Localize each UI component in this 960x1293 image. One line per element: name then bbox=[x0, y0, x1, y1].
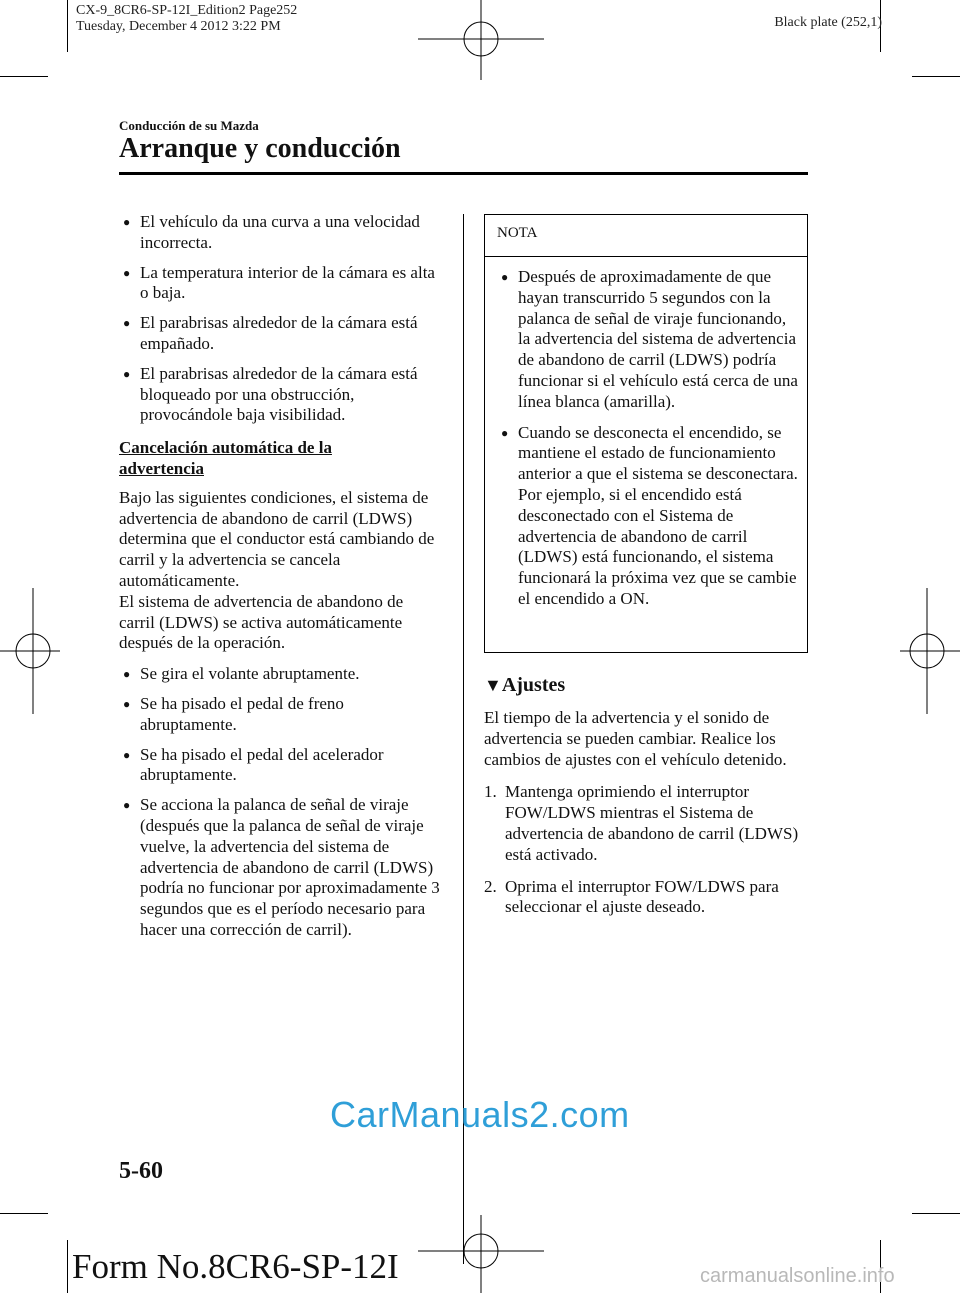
registration-mark-icon bbox=[900, 588, 960, 714]
site-watermark: carmanualsonline.info bbox=[700, 1265, 895, 1287]
crop-mark bbox=[67, 1240, 68, 1293]
step-number: 1. bbox=[484, 782, 497, 802]
crop-mark bbox=[912, 76, 960, 77]
list-item bbox=[484, 782, 806, 865]
list-item: ● Se gira el volante abruptamente. bbox=[123, 664, 360, 684]
step-number: 2. bbox=[484, 876, 497, 896]
right-text bbox=[484, 708, 806, 929]
bullet-icon: ● bbox=[501, 425, 509, 440]
note-body bbox=[485, 257, 807, 610]
bullet-icon: ● bbox=[123, 265, 131, 280]
left-column bbox=[119, 212, 443, 950]
page-title: Arranque y conducción bbox=[119, 133, 401, 164]
note-box bbox=[484, 214, 808, 653]
bullet-icon: ● bbox=[123, 215, 131, 229]
bullet-icon: ● bbox=[123, 316, 131, 331]
list-item: ● El vehículo da una curva a una velocidad incorrecta. bbox=[123, 212, 420, 252]
section-title: Ajustes bbox=[501, 674, 566, 696]
registration-mark-icon bbox=[418, 1215, 544, 1293]
bullet-icon: ● bbox=[123, 667, 131, 682]
registration-mark-icon bbox=[418, 0, 544, 80]
list-item: ● Se acciona la palanca de señal de viraje (después que la palanca de señal de viraje vuelve, la advertencia del sistema de advertencia de abandono de carril (LDWS) podría no funcionar por aproximadamente 3 segundos que es el período necesario para hacer una corrección de carril). bbox=[123, 795, 440, 939]
list-item: ● Se ha pisado el pedal del acelerador abruptamente. bbox=[123, 744, 384, 785]
list-item: ● El parabrisas alrededor de la cámara está empañado. bbox=[123, 313, 418, 353]
subheading: Cancelación automática de la advertencia bbox=[119, 438, 332, 478]
bullet-icon: ● bbox=[123, 798, 131, 813]
section-label: Conducción de su Mazda bbox=[119, 118, 259, 133]
bullet-icon: ● bbox=[123, 696, 131, 711]
registration-mark-icon bbox=[0, 588, 60, 714]
list-item: ● El parabrisas alrededor de la cámara está bloqueado por una obstrucción, provocándole baja visibilidad. bbox=[123, 363, 418, 425]
file-timestamp-line: Tuesday, December 4 2012 3:22 PM bbox=[76, 19, 281, 34]
bullet-icon: ● bbox=[123, 747, 131, 762]
triangle-down-icon: ▼ bbox=[484, 675, 502, 695]
title-rule bbox=[119, 172, 808, 175]
page-number: 5-60 bbox=[119, 1158, 163, 1184]
crop-mark bbox=[0, 76, 48, 77]
list-item: ● Cuando se desconecta el encendido, se mantiene el estado de funcionamiento anterior a que el sistema se desconectara. Por ejemplo, si el encendido está desconectado con el Sistema de advertencia de abandono de carril (LDWS) está funcionando, el sistema funcionará la próxima vez que se cambie el encendido a ON. bbox=[501, 422, 798, 608]
note-title: NOTA bbox=[485, 215, 807, 257]
paragraph: Bajo las siguientes condiciones, el sistema de advertencia de abandono de carril (LDWS) determina que el conductor está cambiando de carril y la advertencia se cancela automáticamente. bbox=[119, 487, 435, 590]
paragraph: El sistema de advertencia de abandono de carril (LDWS) se activa automáticamente después de la operación. bbox=[119, 591, 404, 653]
paragraph: El tiempo de la advertencia y el sonido de advertencia se pueden cambiar. Realice los cambios de ajustes con el vehículo detenido. bbox=[484, 708, 787, 769]
plate-label: Black plate (252,1) bbox=[774, 15, 882, 30]
form-number: Form No.8CR6-SP-12I bbox=[72, 1247, 399, 1286]
list-item bbox=[484, 877, 806, 919]
crop-mark bbox=[912, 1213, 960, 1214]
bullet-icon: ● bbox=[123, 366, 131, 381]
list-item: ● Después de aproximadamente de que hayan transcurrido 5 segundos con la palanca de señal de viraje funcionando, la advertencia del sistema de advertencia de abandono de carril (LDWS) podría funcionar si el vehículo está cerca de una línea blanca (amarilla). bbox=[501, 267, 798, 411]
list-item: ● Se ha pisado el pedal de freno abruptamente. bbox=[123, 693, 344, 734]
step-text: Mantenga oprimiendo el interruptor FOW/LDWS mientras el Sistema de advertencia de abandono de carril (LDWS) está activado. bbox=[505, 782, 799, 864]
list-item: ● La temperatura interior de la cámara es alta o baja. bbox=[123, 262, 435, 303]
file-info-line: CX-9_8CR6-SP-12I_Edition2 Page252 bbox=[76, 3, 298, 18]
step-text: Oprima el interruptor FOW/LDWS para seleccionar el ajuste deseado. bbox=[505, 876, 779, 917]
watermark-logo: CarManuals2.com bbox=[330, 1094, 630, 1135]
crop-mark bbox=[0, 1213, 48, 1214]
crop-mark bbox=[67, 0, 68, 52]
bullet-icon: ● bbox=[501, 270, 509, 284]
section-heading bbox=[484, 674, 565, 697]
